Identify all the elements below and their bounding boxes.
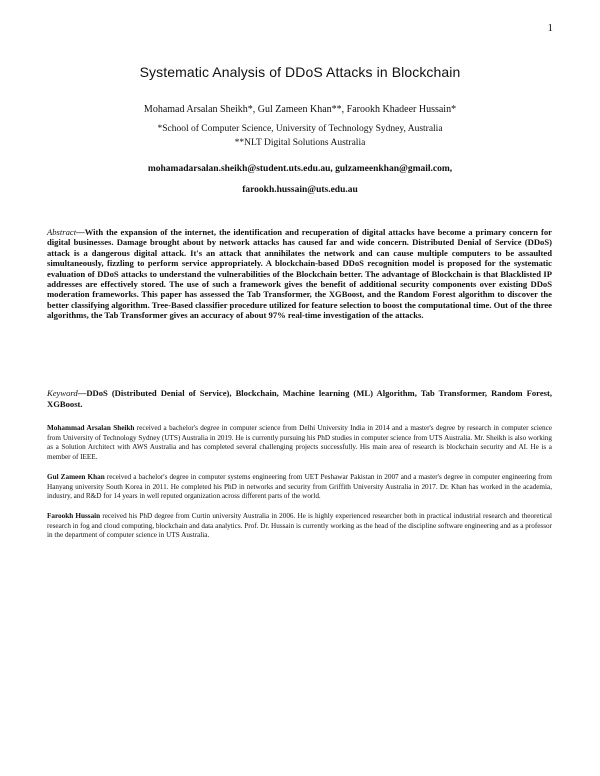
author-list: Mohamad Arsalan Sheikh*, Gul Zameen Khan**, Farookh Khadeer Hussain* — [143, 104, 457, 115]
bio-name: Gul Zameen Khan — [47, 473, 105, 481]
author-bio-sheikh — [47, 424, 552, 462]
keywords-text: DDoS (Distributed Denial of Service), Blockchain, Machine learning (ML) Algorithm, Tab Transformer, Random Forest, XGBoost. — [47, 388, 552, 409]
author-emails-line-2: farookh.hussain@uts.edu.au — [242, 185, 358, 195]
abstract-separator: — — [76, 227, 85, 237]
abstract-text: With the expansion of the internet, the identification and recuperation of digital attacks have become a primary concern for digital businesses. Damage brought about by network attacks has caused far and wide concern. Distributed Denial of Service (DDoS) attack is a dangerous digital attack. It's an attack that annihilates the network and can cause multiple computers to be assaulted simultaneously, fizzling to perform service appropriately. A blockchain-based DDoS recognition model is proposed for the systematic evaluation of DDoS attacks to understand the vulnerabilities of the Blockchain better. The advantage of Blockchain is that Blacklisted IP addresses are effectively stored. The use of such a framework gives the benefit of additional security components over existing DDoS moderation frameworks. This paper has assessed the Tab Transformer, the XGBoost, and the Random Forest algorithm to discover the better classifying algorithm. Tree-Based classifier procedure utilized for feature selection to boost the computational time. Out of the three algorithms, the Tab Transformer gives an accuracy of about 97% real-time investigation of the attacks. — [47, 227, 552, 321]
bio-text: received a bachelor's degree in computer systems engineering from UET Peshawar Pakistan in 2007 and a master's degree in computer engineering from Hanyang university South Korea in 2011. He completed his PhD in networks and security from Griffith University Australia in 2017. Dr. Khan has worked in the academia, industry, and R&D for 14 years in well reputed organization across different parts of the world. — [47, 473, 552, 501]
author-bio-hussain — [47, 512, 552, 541]
keywords — [47, 388, 552, 409]
bio-name: Farookh Hussain — [47, 512, 101, 520]
paper-title: Systematic Analysis of DDoS Attacks in Blockchain — [139, 64, 461, 80]
author-bio-khan — [47, 473, 552, 502]
page-number: 1 — [547, 22, 553, 34]
bio-name: Mohammad Arsalan Sheikh — [47, 424, 135, 432]
affiliation-2: **NLT Digital Solutions Australia — [234, 138, 366, 148]
abstract — [47, 227, 552, 321]
keywords-label: Keyword — [47, 388, 78, 398]
author-emails-line-1: mohamadarsalan.sheikh@student.uts.edu.au, gulzameenkhan@gmail.com, — [147, 164, 453, 174]
abstract-label: Abstract — [47, 227, 77, 237]
bio-text: received a bachelor's degree in computer science from Delhi University India in 2014 and a master's degree by research in computer science from University of Technology Sydney (UTS) Australia in 2019. He is currently pursuing his PhD studies in computer science from UTS Australia. Mr. Sheikh is also working as a Solution Architect with AWS Australia and has completed several challenging projects successfully. His main area of research is blockchain security and AI. He is a member of IEEE. — [47, 424, 552, 461]
affiliation-1: *School of Computer Science, University of Technology Sydney, Australia — [157, 124, 443, 134]
keywords-separator: — — [77, 388, 87, 398]
bio-text: received his PhD degree from Curtin university Australia in 2006. He is highly experienced researcher both in practical industrial research and theoretical research in fog and cloud computing, blockchain and data analytics. Prof. Dr. Hussain is currently working as the head of the discipline software engineering and as a professor in the department of computer science in UTS Australia. — [47, 512, 552, 540]
